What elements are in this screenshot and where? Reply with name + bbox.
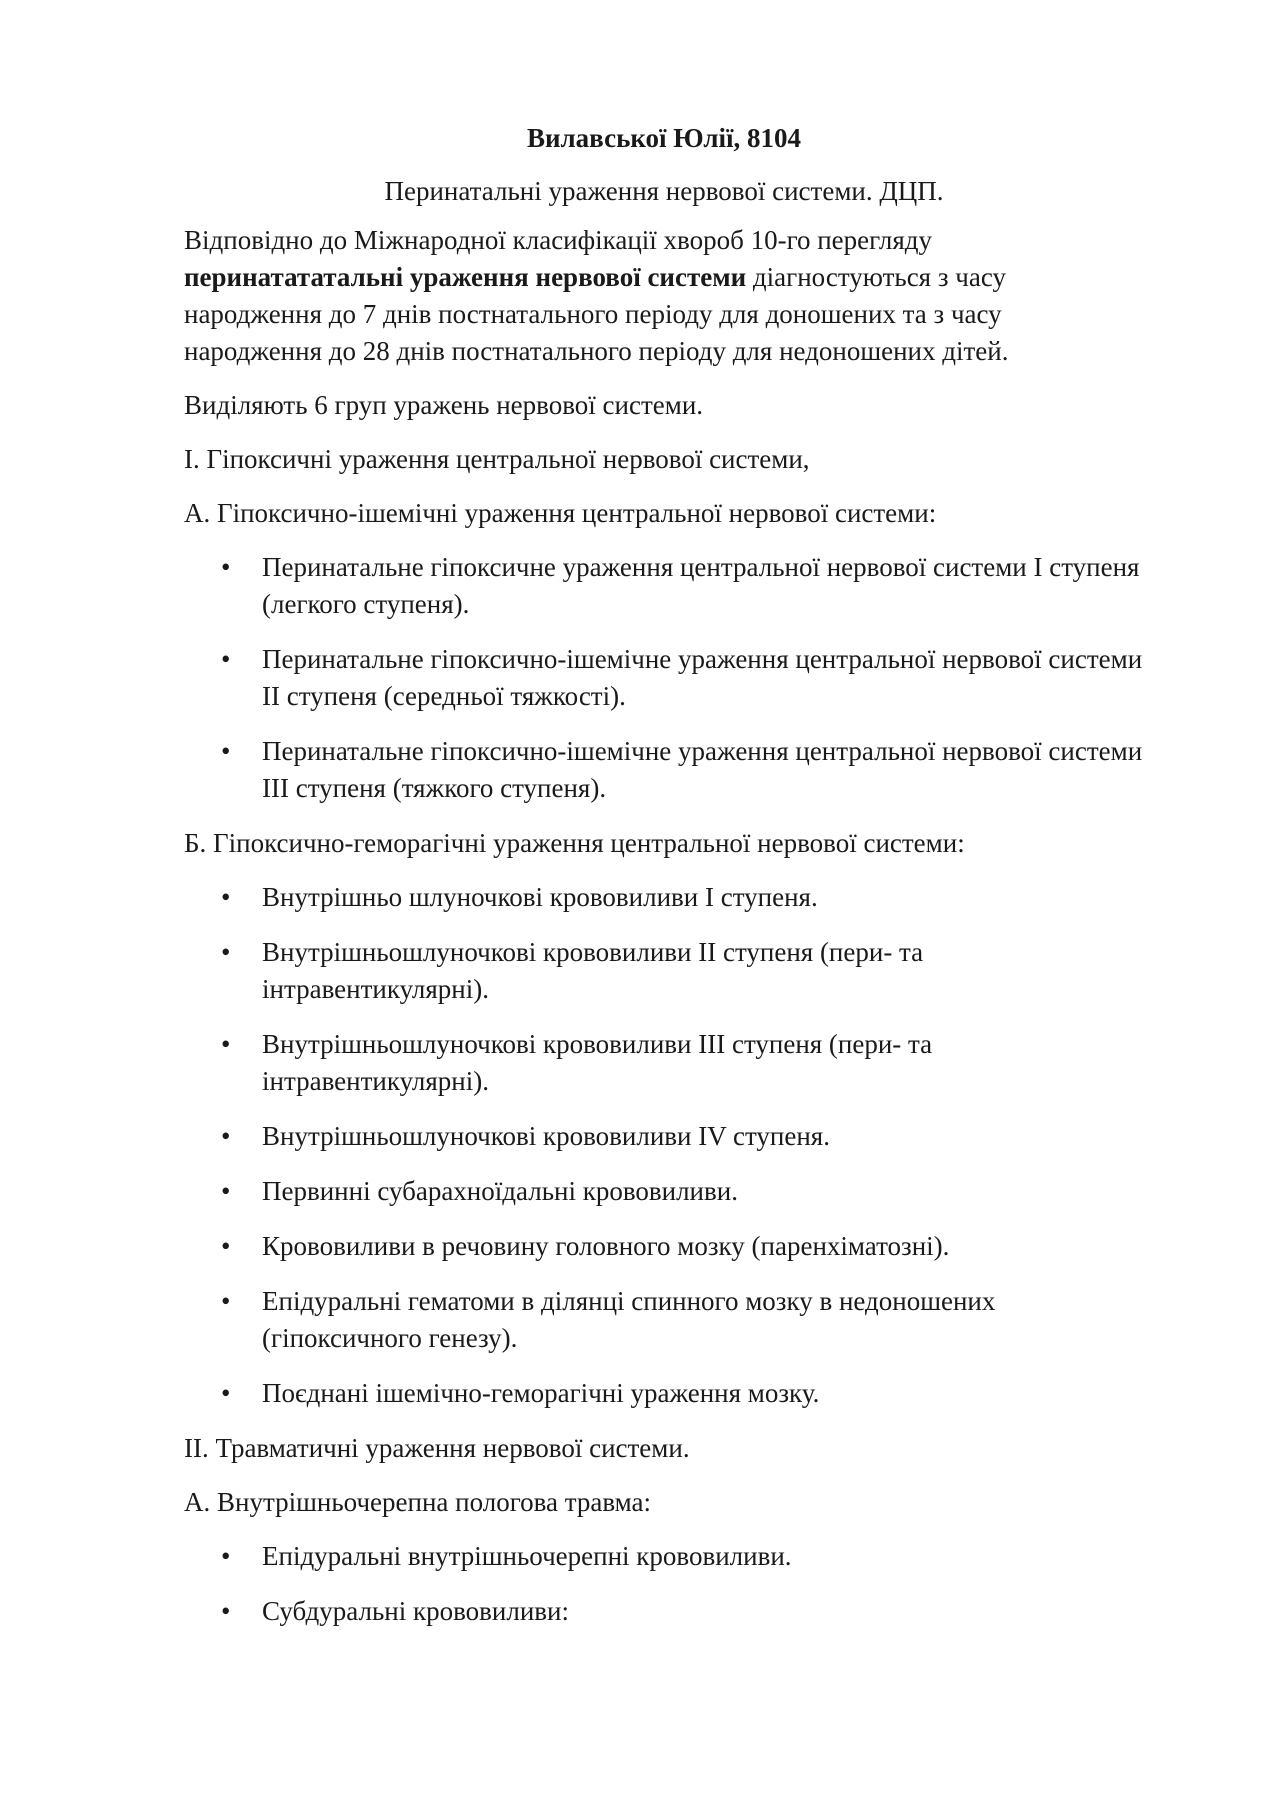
bullet-icon: • [221, 736, 231, 766]
document-page [184, 120, 1144, 1648]
list-item-text: Внутрішньошлуночкові крововиливи IV ступеня. [262, 1121, 830, 1151]
list-item-text: Перинатальне гіпоксично-ішемічне ураження центральної нервової системи ІІ ступеня (середньої тяжкості). [262, 644, 1143, 711]
list-item [184, 1118, 1144, 1155]
list-item-text: Перинатальне гіпоксично-ішемічне ураження центральної нервової системи ІІІ ступеня (тяжкого ступеня). [262, 736, 1143, 803]
intro-text-part1: Відповідно до Міжнародної класифікації хвороб 10-го перегляду [184, 225, 932, 255]
bullet-icon: • [221, 1541, 231, 1571]
bullet-icon: • [221, 1231, 231, 1261]
list-item-text: Субдуральні крововиливи: [262, 1596, 569, 1626]
groups-intro: Виділяють 6 груп уражень нервової системи. [184, 390, 704, 420]
intro-text-part2: діагностуються з часу народження до 7 днів постнатального періоду для доношених та з часу народження до 28 днів постнатального періоду для недоношених дітей. [184, 262, 1009, 366]
bullet-icon: • [221, 937, 231, 967]
list-item-text: Внутрішньошлуночкові крововиливи ІІІ ступеня (пери- та інтравентикулярні). [262, 1029, 933, 1096]
list-item-text: Первинні субарахноїдальні крововиливи. [262, 1176, 738, 1206]
list-item [184, 1593, 1144, 1630]
list-item [184, 934, 1144, 1008]
list-item-text: Внутрішньо шлуночкові крововиливи І ступеня. [262, 882, 818, 912]
bullet-icon: • [221, 1121, 231, 1151]
author-line: Вилавської Юлії, 8104 [526, 123, 802, 153]
section1-subB-heading: Б. Гіпоксично-геморагічні ураження центральної нервової системи: [184, 828, 965, 858]
bullet-icon: • [221, 1176, 231, 1206]
intro-bold-term: перинатататальні ураження нервової системи [184, 262, 747, 292]
bullet-icon: • [221, 552, 231, 582]
list-item [184, 1173, 1144, 1210]
section1-subA-list [184, 549, 1144, 807]
section1-subB-list [184, 879, 1144, 1412]
bullet-icon: • [221, 1286, 231, 1316]
list-item-text: Внутрішньошлуночкові крововиливи ІІ ступеня (пери- та інтравентикулярні). [262, 937, 924, 1004]
section2-subA-list [184, 1538, 1144, 1630]
bullet-icon: • [221, 644, 231, 674]
list-item-text: Крововиливи в речовину головного мозку (паренхіматозні). [262, 1231, 950, 1261]
list-item [184, 1228, 1144, 1265]
section1-heading: І. Гіпоксичні ураження центральної нервової системи, [184, 444, 810, 474]
list-item [184, 1026, 1144, 1100]
bullet-icon: • [221, 1029, 231, 1059]
list-item [184, 549, 1144, 623]
list-item-text: Поєднані ішемічно-геморагічні ураження мозку. [262, 1378, 820, 1408]
list-item [184, 1538, 1144, 1575]
section1-subA-heading: А. Гіпоксично-ішемічні ураження центральної нервової системи: [184, 498, 937, 528]
list-item [184, 879, 1144, 916]
bullet-icon: • [221, 1596, 231, 1626]
section2-heading: ІІ. Травматичні ураження нервової системи. [184, 1433, 690, 1463]
bullet-icon: • [221, 882, 231, 912]
list-item-text: Епідуральні гематоми в ділянці спинного мозку в недоношених (гіпоксичного генезу). [262, 1286, 996, 1353]
list-item [184, 1375, 1144, 1412]
section2-subA-heading: А. Внутрішньочерепна пологова травма: [184, 1487, 652, 1517]
bullet-icon: • [221, 1378, 231, 1408]
list-item [184, 1283, 1144, 1357]
intro-paragraph [184, 222, 1144, 370]
list-item [184, 733, 1144, 807]
list-item-text: Перинатальне гіпоксичне ураження центральної нервової системи І ступеня (легкого ступеня). [262, 552, 1140, 619]
list-item-text: Епідуральні внутрішньочерепні крововиливи. [262, 1541, 792, 1571]
document-title: Перинатальні ураження нервової системи. ДЦП. [384, 176, 944, 206]
list-item [184, 641, 1144, 715]
